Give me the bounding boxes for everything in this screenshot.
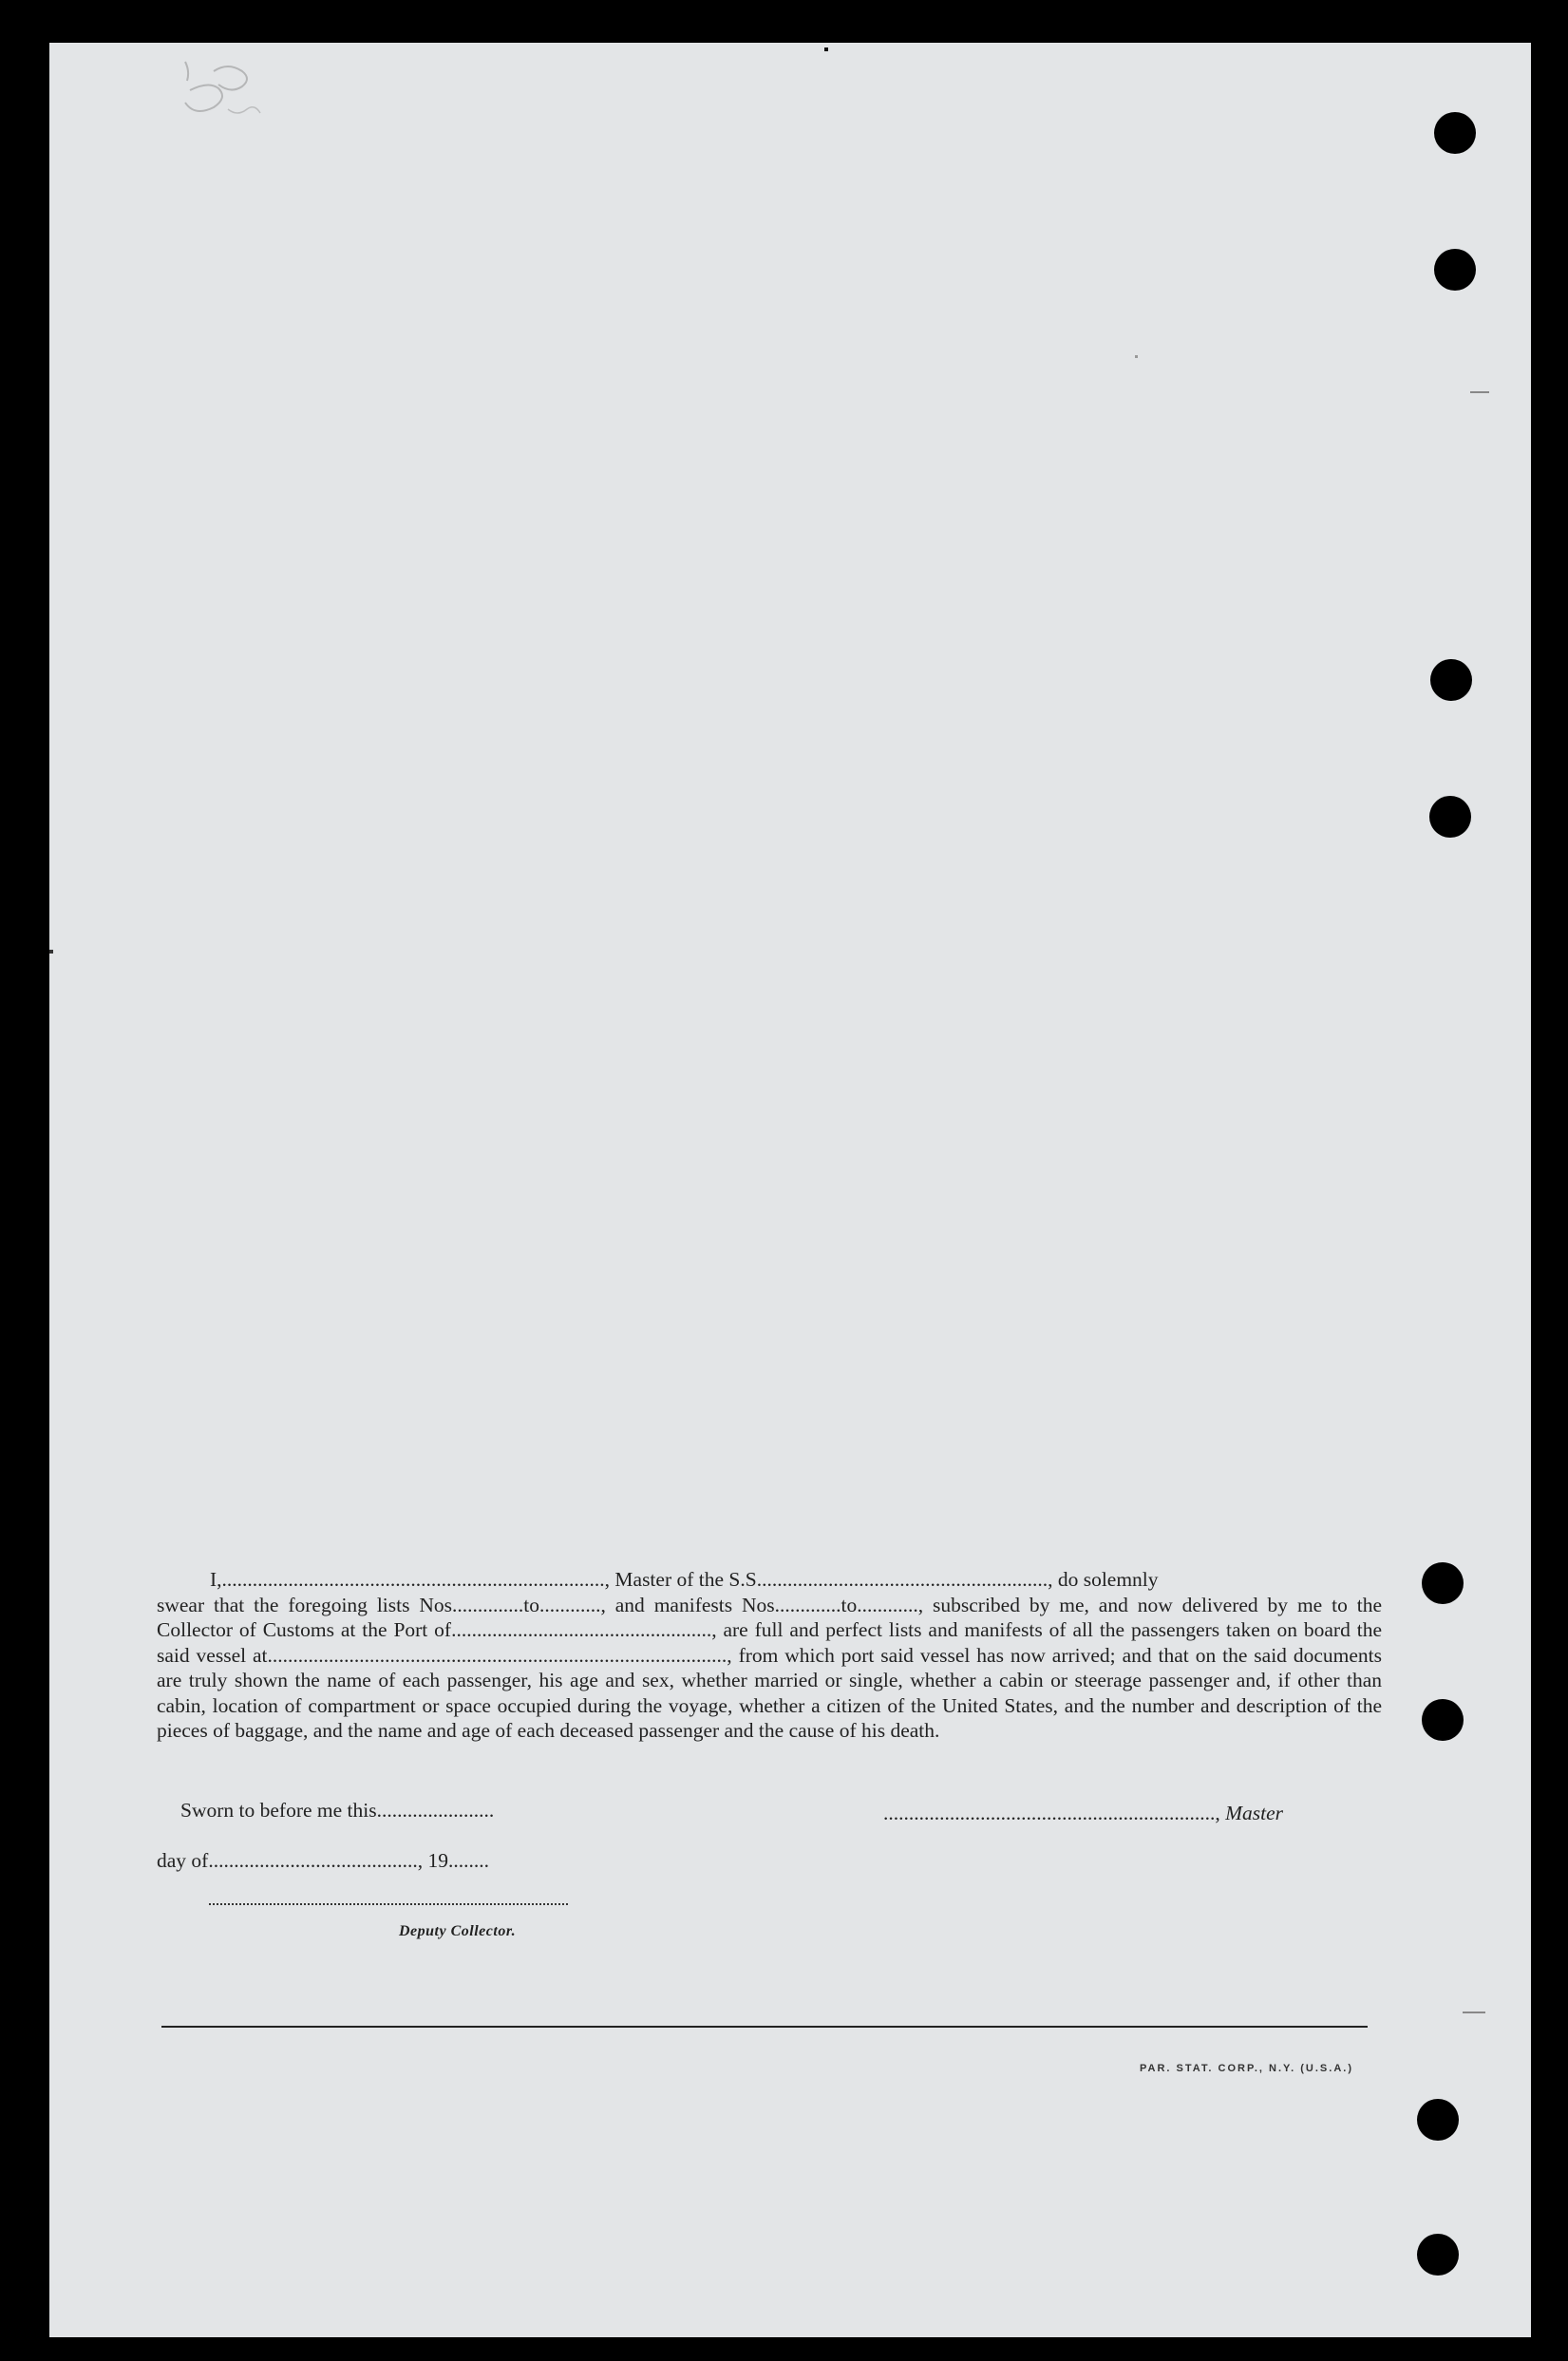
punch-hole xyxy=(1422,1562,1464,1604)
punch-hole xyxy=(1434,249,1476,291)
oath-body: swear that the foregoing lists Nos..............to............, and manifests Nos.............to............, subscribed by me, and now delivered by me to the Collector of Customs at the Port of..................................................., are full and perfect lists and manifests of all the passengers taken on board the said vessel at.........................................................................................., from which port said vessel has now arrived; and that on the said documents are truly shown the name of each passenger, his age and sex, whether married or single, whether a cabin or steerage passenger and, if other than cabin, location of compartment or space occupied during the voyage, whether a citizen of the United States, and the number and description of the pieces of baggage, and the name and age of each deceased passenger and the cause of his death. xyxy=(157,1593,1382,1742)
master-signature-line xyxy=(883,1802,1283,1825)
scan-speck xyxy=(824,47,828,51)
scan-speck xyxy=(49,950,53,954)
pencil-mark xyxy=(176,52,266,147)
punch-hole xyxy=(1417,2099,1459,2141)
oath-first-line: I,..........................................................................., Master of the S.S........................................................., do solemnly xyxy=(210,1568,1159,1591)
deputy-collector-label: Deputy Collector. xyxy=(399,1923,517,1939)
punch-hole xyxy=(1429,796,1471,838)
master-title: Master xyxy=(1225,1802,1284,1824)
oath-paragraph xyxy=(157,1567,1382,1744)
punch-hole xyxy=(1434,112,1476,154)
scan-speck xyxy=(1135,355,1138,358)
form-sheet xyxy=(49,43,1531,2337)
master-signature-blank: ................................................................., xyxy=(883,1802,1226,1824)
punch-hole xyxy=(1417,2234,1459,2276)
printer-imprint: PAR. STAT. CORP., N.Y. (U.S.A.) xyxy=(1140,2063,1353,2074)
deputy-signature-blank xyxy=(209,1899,568,1905)
scan-speck xyxy=(1470,391,1489,393)
punch-hole xyxy=(1430,659,1472,701)
punch-hole xyxy=(1422,1699,1464,1741)
day-of-line: day of........................................., 19........ xyxy=(157,1849,489,1872)
scan-speck xyxy=(1463,2012,1485,2013)
sworn-line: Sworn to before me this....................... xyxy=(180,1799,495,1822)
horizontal-rule xyxy=(161,2026,1368,2028)
